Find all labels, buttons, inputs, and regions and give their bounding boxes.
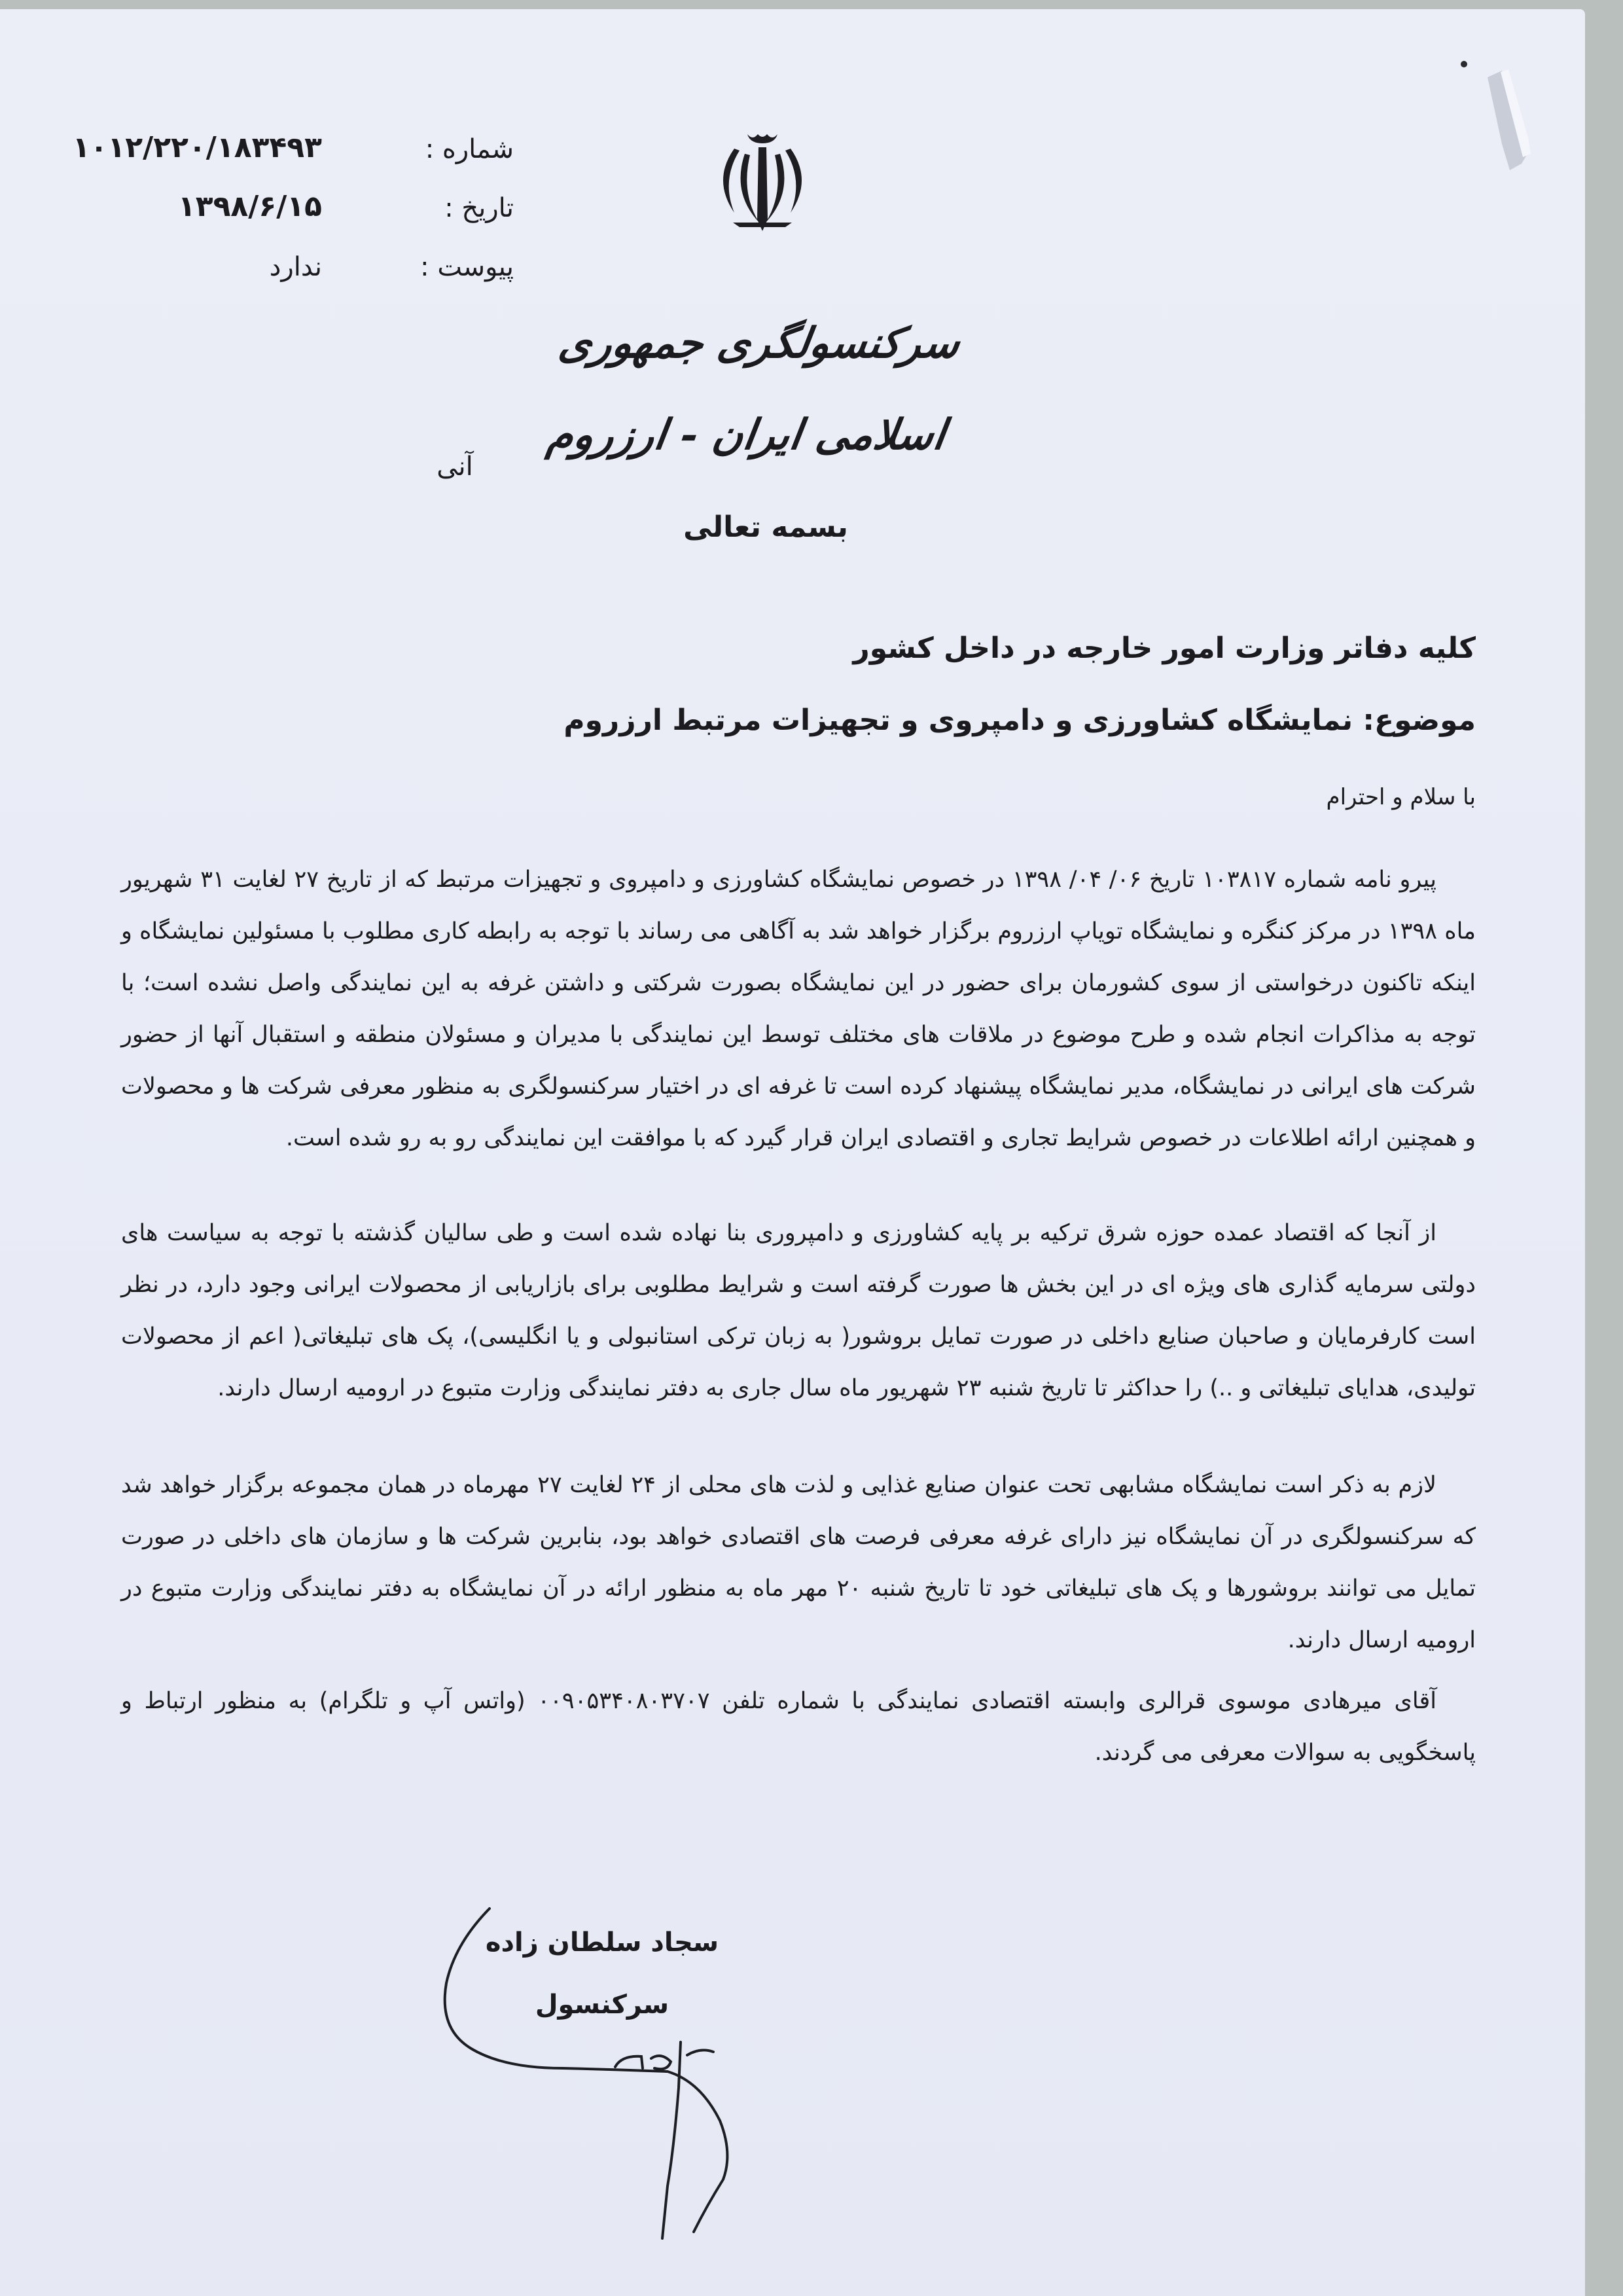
- staple-mark-icon: [1482, 65, 1535, 177]
- body-paragraph-2: [121, 1208, 1476, 1414]
- body-paragraph-1: [121, 854, 1476, 1164]
- signatory-title: سرکنسول: [535, 1990, 669, 2020]
- number-label: شماره :: [425, 134, 514, 164]
- basmala-heading: بسمه تعالی: [683, 511, 848, 544]
- urgency-label: آنی: [437, 452, 473, 482]
- punch-hole: [1461, 61, 1467, 67]
- attachment-value: ندارد: [269, 252, 322, 282]
- subject-line: موضوع: نمایشگاه کشاورزی و دامپروی و تجهیزات مرتبط ارزروم: [563, 704, 1476, 737]
- date-label: تاریخ :: [444, 193, 514, 223]
- paragraph-text: آقای میرهادی موسوی قرالری وابسته اقتصادی نمایندگی با شماره تلفن ۰۰۹۰۵۳۴۰۸۰۳۷۰۷ (واتس آپ و تلگرام) به منظور ارتباط و پاسخگویی به سوالات معرفی می گردند.: [121, 1688, 1476, 1766]
- paragraph-text: لازم به ذکر است نمایشگاه مشابهی تحت عنوان صنایع غذایی و لذت های محلی از ۲۴ لغایت ۲۷ مهرماه در همان مجموعه برگزار خواهد شد که سرکنسولگری در آن نمایشگاه نیز دارای غرفه معرفی فرصت های اقتصادی خواهد بود، بنابرین شرکت ها و سازمان های داخلی در صورت تمایل می توانند بروشورها و پک های تبلیغاتی خود تا تاریخ شنبه ۲۰ مهر ماه به منظور ارائه در آن نمایشگاه به دفتر نمایندگی وزارت متبوع در ارومیه ارسال دارند.: [121, 1472, 1476, 1653]
- date-value: ۱۳۹۸/۶/۱۵: [177, 190, 322, 223]
- attachment-label: پیوست :: [420, 252, 514, 282]
- signatory-name: سجاد سلطان زاده: [485, 1928, 719, 1958]
- body-paragraph-3: [121, 1460, 1476, 1666]
- paragraph-text: پیرو نامه شماره ۱۰۳۸۱۷ تاریخ ۰۶/ ۰۴/ ۱۳۹۸ در خصوص نمایشگاه کشاورزی و دامپروی و تجهیزات مرتبط که از تاریخ ۲۷ لغایت ۳۱ شهریور ماه ۱۳۹۸ در مرکز کنگره و نمایشگاه تویاپ ارزروم برگزار خواهد شد به آگاهی می رساند با توجه به رابطه کاری مطلوب با مسئولین نمایشگاه و اینکه تاکنون درخواستی از سوی کشورمان برای حضور در این نمایشگاه بصورت شرکتی و داشتن غرفه به این نمایندگی واصل نشده است؛ با توجه به مذاکرات انجام شده و طرح موضوع در ملاقات های مختلف توسط این نمایندگی با مدیران و مسئولان منطقه و استقبال آنها از حضور شرکت های ایرانی در نمایشگاه، مدیر نمایشگاه پیشنهاد کرده است تا غرفه ای در اختیار سرکنسولگری به منظور معرفی شرکت ها و محصولات و همچنین ارائه اطلاعات در خصوص شرایط تجاری و اقتصادی ایران قرار گیرد که با موافقت این نمایندگی رو به رو شده است.: [121, 867, 1476, 1151]
- number-value: ۱۰۱۲/۲۲۰/۱۸۳۴۹۳: [72, 131, 322, 164]
- iran-emblem-icon: [707, 115, 818, 239]
- body-paragraph-4: [121, 1676, 1476, 1779]
- greeting-line: با سلام و احترام: [1326, 784, 1476, 810]
- paragraph-text: از آنجا که اقتصاد عمده حوزه شرق ترکیه بر پایه کشاورزی و دامپروری بنا نهاده شده است و طی سالیان گذشته با توجه به سیاست های دولتی سرمایه گذاری های ویژه ای در این بخش ها صورت گرفته است و شرایط مطلوبی برای بازاریابی از محصولات ایرانی وجود دارد، در نظر است کارفرمایان و صاحبان صنایع داخلی در صورت تمایل بروشور( به زبان ترکی استانبولی و یا انگلیسی)، پک های تبلیغاتی( اعم از محصولات تولیدی، هدایای تبلیغاتی و ..) را حداکثر تا تاریخ شنبه ۲۳ شهریور ماه سال جاری به دفتر نمایندگی وزارت متبوع در ارومیه ارسال دارند.: [121, 1220, 1476, 1401]
- addressee-line: کلیه دفاتر وزارت امور خارجه در داخل کشور: [853, 632, 1476, 665]
- organization-title: سرکنسولگری جمهوری اسلامی ایران - ارزروم: [544, 319, 963, 459]
